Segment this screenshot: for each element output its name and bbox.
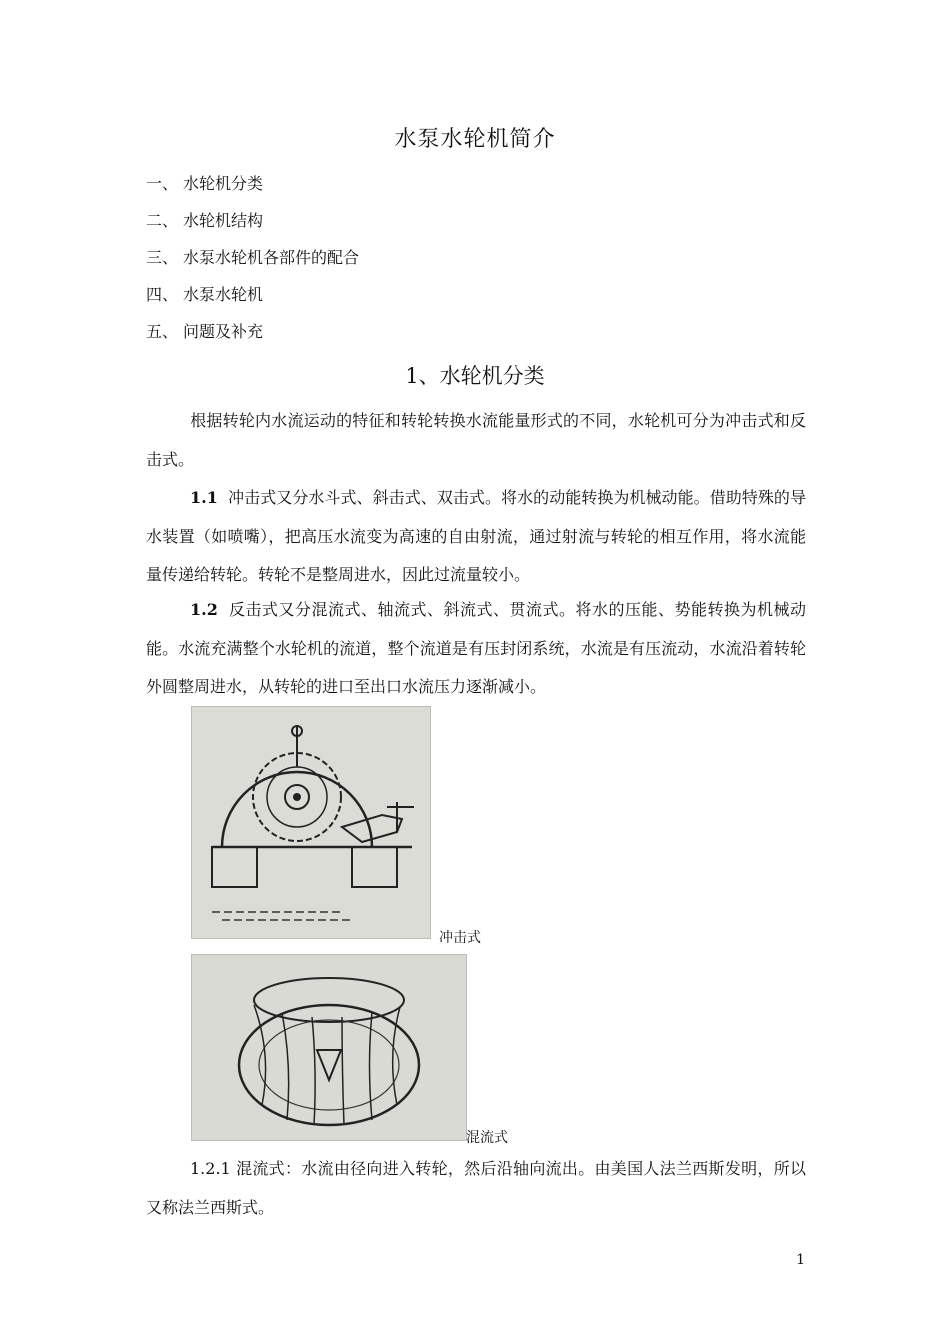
- figure-caption: 冲击式: [439, 930, 481, 946]
- intro-paragraph: [146, 402, 806, 479]
- toc-item: [146, 246, 359, 283]
- paragraph-number: 1.2: [190, 600, 218, 619]
- section-title: 1、水轮机分类: [405, 364, 545, 388]
- page-title: 水泵水轮机简介: [394, 127, 556, 152]
- toc-item: [146, 320, 359, 357]
- toc-number: 一、: [146, 174, 179, 193]
- paragraph-text: 冲击式又分水斗式、斜击式、双击式。将水的动能转换为机械动能。借助特殊的导水装置（如喷嘴），把高压水流变为高速的自由射流，通过射流与转轮的相互作用，将水流能量传递给转轮。转轮不是整周进水，因此过流量较小。: [146, 488, 806, 584]
- francis-runner-figure: [191, 954, 467, 1141]
- paragraph-1-2: [146, 591, 806, 707]
- toc-item: [146, 172, 359, 209]
- paragraph-text: 1.2.1 混流式：水流由径向进入转轮，然后沿轴向流出。由美国人法兰西斯发明，所以又称法兰西斯式。: [146, 1159, 806, 1217]
- toc-item: [146, 283, 359, 320]
- francis-runner-drawing: [192, 955, 466, 1140]
- page-number: 1: [796, 1252, 805, 1268]
- toc-label: 水泵水轮机各部件的配合: [183, 248, 360, 267]
- paragraph-text: 反击式又分混流式、轴流式、斜流式、贯流式。将水的压能、势能转换为机械动能。水流充满整个水轮机的流道，整个流道是有压封闭系统，水流是有压流动，水流沿着转轮外圆整周进水，从转轮的进口至出口水流压力逐渐减小。: [146, 600, 806, 696]
- toc-item: [146, 209, 359, 246]
- toc-label: 水轮机分类: [183, 174, 264, 193]
- toc-number: 五、: [146, 322, 179, 341]
- impulse-turbine-drawing: [192, 707, 430, 938]
- toc-label: 水泵水轮机: [183, 285, 264, 304]
- intro-text: 根据转轮内水流运动的特征和转轮转换水流能量形式的不同，水轮机可分为冲击式和反击式。: [146, 411, 806, 469]
- paragraph-1-1: [146, 479, 806, 595]
- table-of-contents: [146, 172, 359, 357]
- paragraph-1-2-1: [146, 1150, 806, 1227]
- toc-label: 水轮机结构: [183, 211, 264, 230]
- toc-label: 问题及补充: [183, 322, 264, 341]
- figure-caption: 混流式: [466, 1130, 508, 1146]
- paragraph-number: 1.1: [190, 488, 218, 507]
- impulse-turbine-figure: [191, 706, 431, 939]
- toc-number: 二、: [146, 211, 179, 230]
- toc-number: 四、: [146, 285, 179, 304]
- toc-number: 三、: [146, 248, 179, 267]
